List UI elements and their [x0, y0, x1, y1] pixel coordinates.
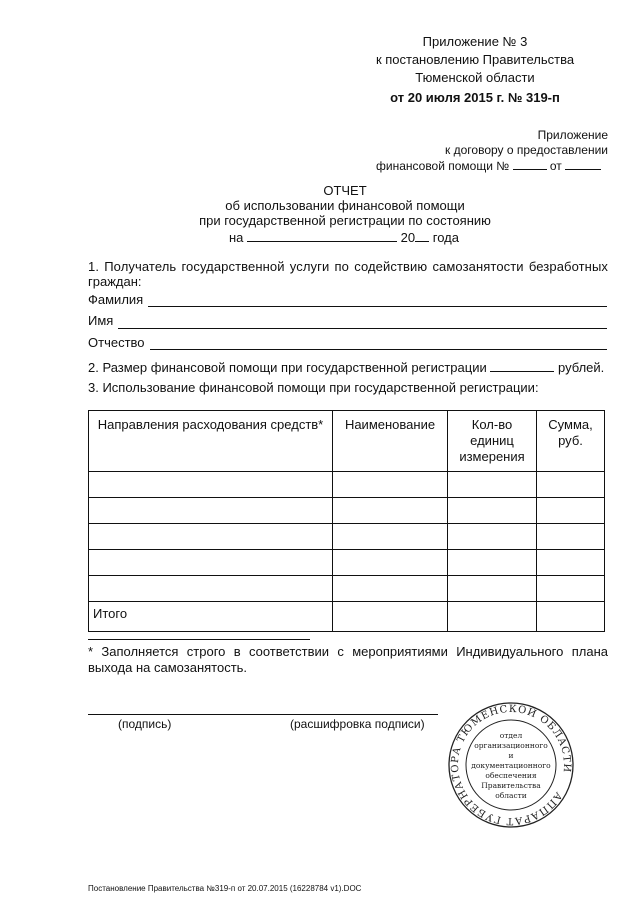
appendix-line-2: к договору о предоставлении — [445, 143, 608, 157]
table-cell[interactable] — [537, 550, 605, 576]
document-footer: Постановление Правительства №319-п от 20.07.2015 (16228784 v1).DOC — [88, 884, 362, 893]
footnote-line-1: * Заполняется строго в соответствии с мероприятиями Индивидуального плана — [88, 644, 608, 659]
header-line-3: Тюменской области — [415, 70, 535, 85]
section2-line — [88, 359, 608, 376]
column-header-name: Наименование — [333, 411, 448, 472]
column-header-sum: Сумма, руб. — [537, 411, 605, 472]
contract-number-blank — [513, 158, 547, 170]
section2-text: 2. Размер финансовой помощи при государственной регистрации — [88, 360, 487, 375]
stamp-center-line: отдел — [499, 731, 523, 740]
header-line-4: от 20 июля 2015 г. № 319-п — [390, 90, 560, 105]
report-date-suffix: года — [432, 230, 459, 245]
table-total-row — [89, 602, 605, 632]
table-row — [89, 576, 605, 602]
total-label: Итого — [89, 602, 333, 632]
signature-label: (подпись) — [118, 717, 172, 731]
table-cell[interactable] — [537, 602, 605, 632]
stamp-center-line: и — [508, 751, 514, 760]
surname-label: Фамилия — [88, 292, 144, 307]
table-cell[interactable] — [333, 498, 448, 524]
table-cell[interactable] — [537, 524, 605, 550]
table-cell[interactable] — [89, 576, 333, 602]
appendix-contract-date-label: от — [549, 159, 562, 173]
report-subtitle-1: об использовании финансовой помощи — [225, 198, 465, 213]
stamp-center-line: обеспечения — [485, 771, 537, 780]
table-row — [89, 550, 605, 576]
table-row — [89, 524, 605, 550]
stamp-ring-text: АППАРАТ ГУБЕРНАТОРА ТЮМЕНСКОЙ ОБЛАСТИ — [449, 703, 573, 827]
table-cell[interactable] — [89, 550, 333, 576]
table-cell[interactable] — [537, 498, 605, 524]
table-cell[interactable] — [448, 602, 537, 632]
table-cell[interactable] — [448, 472, 537, 498]
assistance-amount-field[interactable] — [490, 359, 554, 372]
table-cell[interactable] — [333, 576, 448, 602]
report-date-line — [229, 229, 489, 246]
appendix-line-3 — [376, 158, 608, 174]
table-cell[interactable] — [537, 576, 605, 602]
section1-text-line2: граждан: — [88, 274, 142, 289]
report-date-year: 20 — [400, 230, 416, 245]
stamp-center-line: Правительства — [481, 781, 541, 790]
signature-decode-label: (расшифровка подписи) — [290, 717, 425, 731]
section2-unit: рублей. — [557, 360, 605, 375]
name-field[interactable] — [118, 328, 607, 329]
table-cell[interactable] — [448, 498, 537, 524]
table-cell[interactable] — [448, 576, 537, 602]
table-cell[interactable] — [448, 524, 537, 550]
patronymic-label: Отчество — [88, 335, 145, 350]
footnote-divider — [88, 639, 310, 640]
table-row — [89, 498, 605, 524]
header-line-2: к постановлению Правительства — [375, 52, 575, 67]
table-cell[interactable] — [89, 472, 333, 498]
contract-date-blank — [565, 158, 601, 170]
signature-line[interactable] — [88, 714, 438, 715]
table-row — [89, 472, 605, 498]
stamp-center-line: организационного — [474, 741, 548, 750]
name-label: Имя — [88, 313, 114, 328]
footnote-line-2: выхода на самозанятость. — [88, 660, 248, 675]
column-header-quantity: Кол-во единиц измерения — [448, 411, 537, 472]
column-header-directions: Направления расходования средств* — [89, 411, 333, 472]
report-date-blank — [247, 229, 397, 242]
official-stamp — [447, 700, 575, 830]
section3-text: 3. Использование финансовой помощи при государственной регистрации: — [88, 380, 539, 395]
table-cell[interactable] — [333, 602, 448, 632]
expenses-table — [88, 410, 605, 632]
table-cell[interactable] — [89, 498, 333, 524]
table-cell[interactable] — [333, 524, 448, 550]
table-cell[interactable] — [333, 472, 448, 498]
table-cell[interactable] — [333, 550, 448, 576]
stamp-center-line: области — [495, 791, 527, 800]
report-year-blank — [415, 229, 429, 242]
stamp-center-line: документационного — [471, 761, 551, 770]
patronymic-field[interactable] — [150, 349, 607, 350]
table-header-row — [89, 411, 605, 472]
appendix-line-1: Приложение — [537, 128, 608, 142]
surname-field[interactable] — [148, 306, 607, 307]
table-cell[interactable] — [448, 550, 537, 576]
header-line-1: Приложение № 3 — [422, 34, 528, 49]
appendix-contract-number-label: финансовой помощи № — [376, 159, 510, 173]
report-title: ОТЧЕТ — [323, 183, 367, 198]
report-date-prefix: на — [229, 230, 244, 245]
section1-text-line1: 1. Получатель государственной услуги по содействию самозанятости безработных — [88, 259, 608, 274]
report-subtitle-2: при государственной регистрации по состоянию — [199, 213, 491, 228]
table-cell[interactable] — [89, 524, 333, 550]
table-cell[interactable] — [537, 472, 605, 498]
